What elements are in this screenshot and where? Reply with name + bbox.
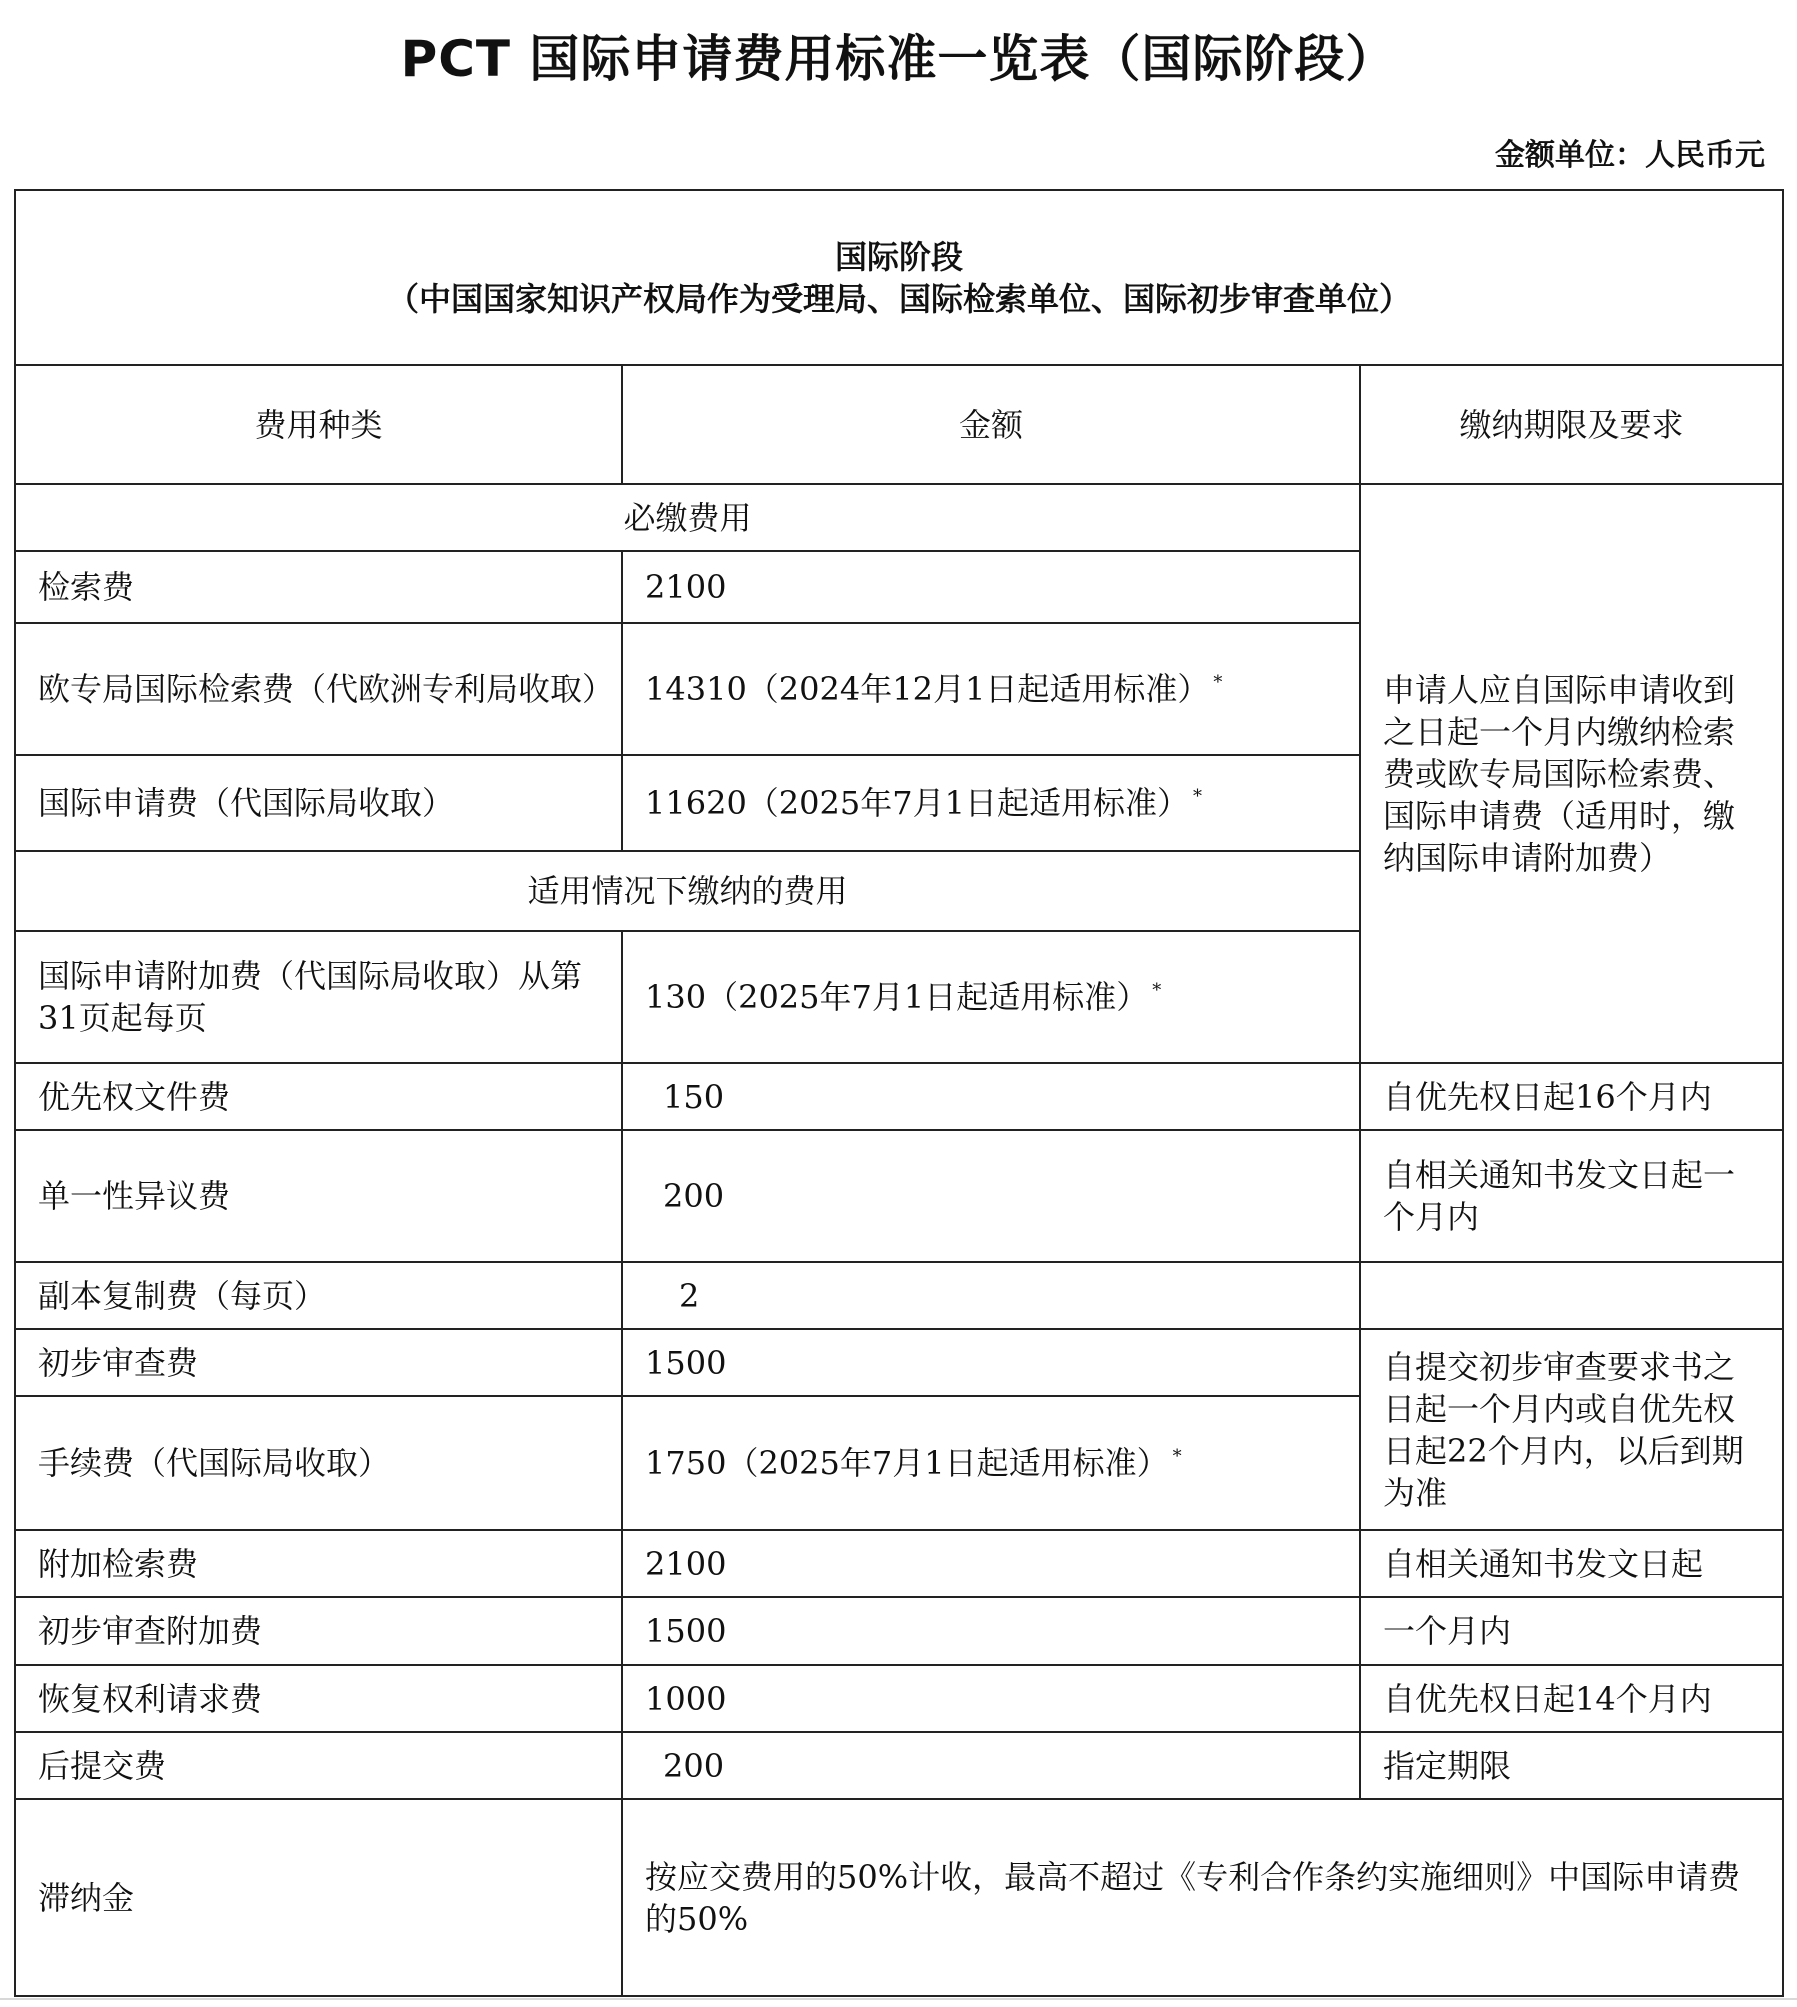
table-row <box>15 1329 1783 1396</box>
section-conditional: 适用情况下缴纳的费用 <box>15 851 1360 931</box>
fee-type-cell: 国际申请附加费（代国际局收取）从第31页起每页 <box>15 931 622 1063</box>
deadline-cell: 指定期限 <box>1360 1732 1783 1799</box>
amount-cell: 2100 <box>622 551 1360 623</box>
amount-cell: 200 <box>622 1732 1360 1799</box>
amount-text: 130（2025年7月1日起适用标准） <box>645 978 1149 1016</box>
amount-cell <box>622 1396 1360 1530</box>
footnote-mark: * <box>1213 672 1223 694</box>
fee-type-cell: 优先权文件费 <box>15 1063 622 1130</box>
deadline-cell: 自优先权日起16个月内 <box>1360 1063 1783 1130</box>
amount-text: 1750（2025年7月1日起适用标准） <box>645 1444 1169 1482</box>
header-amount: 金额 <box>622 365 1360 484</box>
fee-type-cell: 欧专局国际检索费（代欧洲专利局收取） <box>15 623 622 755</box>
header-deadline: 缴纳期限及要求 <box>1360 365 1783 484</box>
footnote-mark: * <box>1172 1446 1182 1468</box>
fee-type-cell: 单一性异议费 <box>15 1130 622 1262</box>
fee-type-cell: 国际申请费（代国际局收取） <box>15 755 622 851</box>
fee-type-cell: 检索费 <box>15 551 622 623</box>
banner-row <box>15 190 1783 365</box>
fee-type-cell: 滞纳金 <box>15 1799 622 1996</box>
header-fee-type: 费用种类 <box>15 365 622 484</box>
table-row <box>15 1063 1783 1130</box>
table-row <box>15 1530 1783 1597</box>
fee-type-cell: 恢复权利请求费 <box>15 1665 622 1732</box>
amount-cell: 1500 <box>622 1329 1360 1396</box>
amount-cell: 2100 <box>622 1530 1360 1597</box>
fee-type-cell: 初步审查附加费 <box>15 1597 622 1665</box>
amount-cell <box>622 931 1360 1063</box>
amount-cell <box>622 755 1360 851</box>
fee-type-cell: 手续费（代国际局收取） <box>15 1396 622 1530</box>
amount-cell <box>622 623 1360 755</box>
table-row <box>15 1262 1783 1329</box>
amount-cell: 1500 <box>622 1597 1360 1665</box>
exam-deadline-cell: 自提交初步审查要求书之日起一个月内或自优先权日起22个月内，以后到期为准 <box>1360 1329 1783 1530</box>
banner-subtitle: （中国国家知识产权局作为受理局、国际检索单位、国际初步审查单位） <box>386 279 1411 318</box>
page-title: PCT 国际申请费用标准一览表（国际阶段） <box>400 30 1397 88</box>
fee-type-cell: 初步审查费 <box>15 1329 622 1396</box>
amount-cell: 200 <box>622 1130 1360 1262</box>
fee-type-cell: 副本复制费（每页） <box>15 1262 622 1329</box>
amount-cell: 1000 <box>622 1665 1360 1732</box>
section-mandatory: 必缴费用 <box>15 484 1360 551</box>
header-row <box>15 365 1783 484</box>
fee-table <box>14 189 1784 1997</box>
deadline-cell: 一个月内 <box>1360 1597 1783 1665</box>
amount-cell: 2 <box>622 1262 1360 1329</box>
banner-title: 国际阶段 <box>834 237 963 276</box>
table-row <box>15 1130 1783 1262</box>
fee-type-cell: 附加检索费 <box>15 1530 622 1597</box>
table-row <box>15 1799 1783 1996</box>
footnote-mark: * <box>1192 786 1202 808</box>
table-row <box>15 1732 1783 1799</box>
currency-unit-note: 金额单位：人民币元 <box>1495 138 1765 173</box>
table-row <box>15 1665 1783 1732</box>
fee-type-cell: 后提交费 <box>15 1732 622 1799</box>
deadline-cell <box>1360 1262 1783 1329</box>
mandatory-deadline-cell: 申请人应自国际申请收到之日起一个月内缴纳检索费或欧专局国际检索费、国际申请费（适用时，缴纳国际申请附加费） <box>1360 484 1783 1063</box>
amount-text: 11620（2025年7月1日起适用标准） <box>645 784 1189 822</box>
page-bottom-divider <box>0 1998 1797 2000</box>
amount-cell: 150 <box>622 1063 1360 1130</box>
section-row-mandatory <box>15 484 1783 551</box>
banner-cell <box>15 190 1783 365</box>
deadline-cell: 自优先权日起14个月内 <box>1360 1665 1783 1732</box>
amount-cell: 按应交费用的50%计收，最高不超过《专利合作条约实施细则》中国际申请费的50% <box>622 1799 1783 1996</box>
table-row <box>15 1597 1783 1665</box>
deadline-cell: 自相关通知书发文日起 <box>1360 1530 1783 1597</box>
amount-text: 14310（2024年12月1日起适用标准） <box>645 670 1210 708</box>
footnote-mark: * <box>1152 980 1162 1002</box>
deadline-cell: 自相关通知书发文日起一个月内 <box>1360 1130 1783 1262</box>
